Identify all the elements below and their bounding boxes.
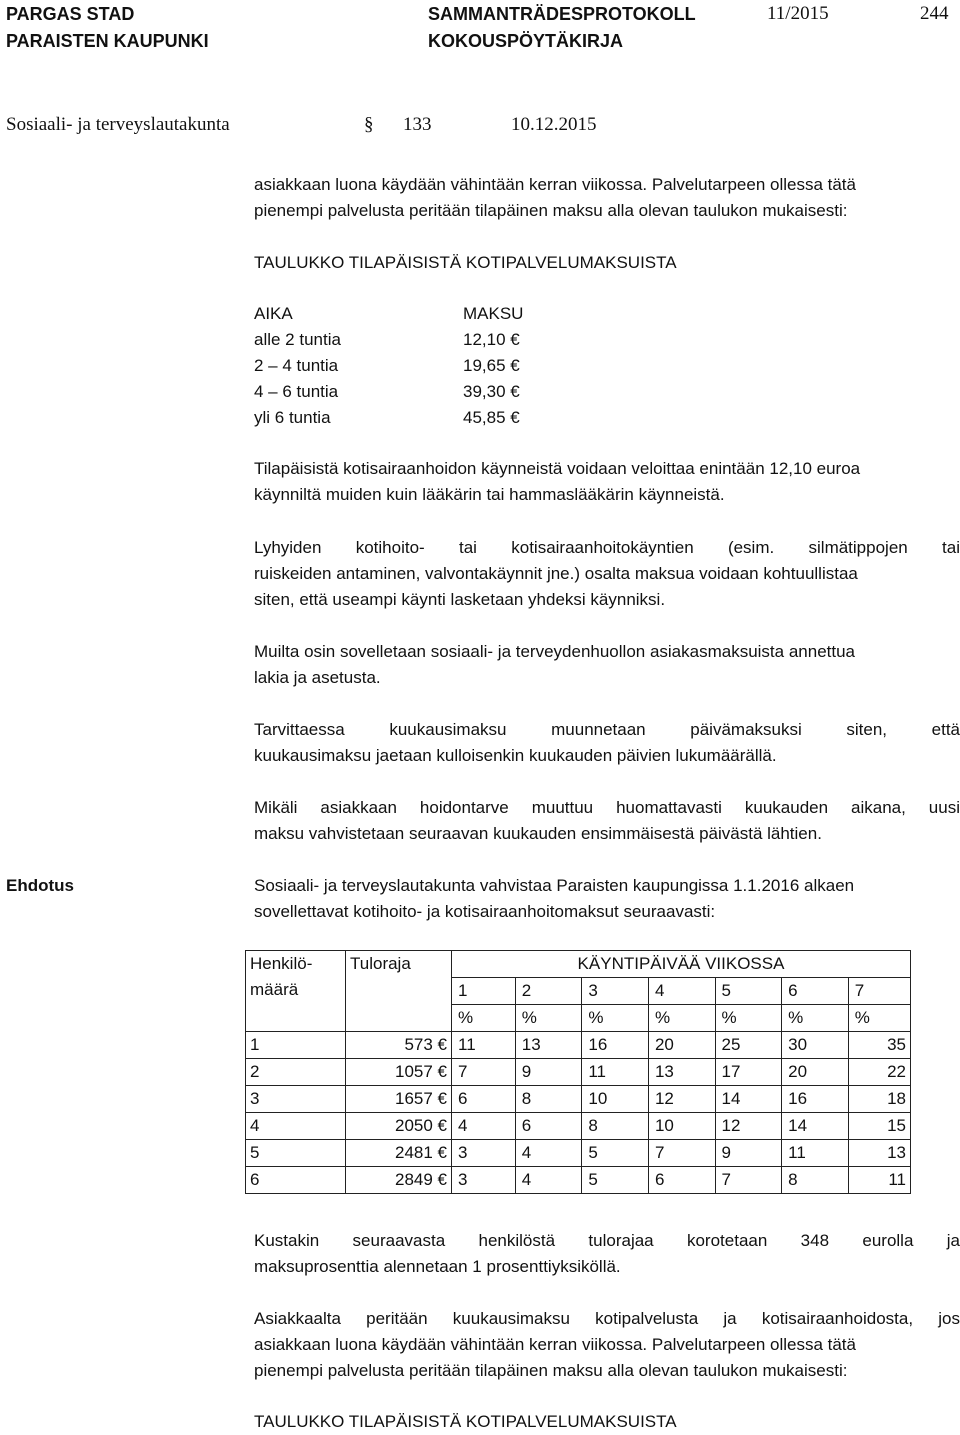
temp-row-fee: 39,30 € [463,382,520,401]
doc-type-sv: KOKOUSPÖYTÄKIRJA [428,31,624,51]
cell-pct: 13 [848,1140,910,1167]
cell-pct: 18 [848,1086,910,1113]
paragraph-line: käynniltä muiden kuin lääkärin tai hammaslääkärin käynneistä. [254,485,725,504]
cell-pct: 13 [648,1059,715,1086]
cell-pct: 8 [582,1113,649,1140]
paragraph-line: maksu vahvistetaan seuraavan kuukauden ensimmäisestä päivästä lähtien. [254,824,822,843]
header-persons-line2: määrä [250,980,299,999]
org-name-fi: PARGAS STAD [6,4,135,24]
cell-pct: 9 [515,1059,582,1086]
cell-pct: 4 [452,1113,516,1140]
paragraph-home-nursing [254,456,960,508]
temp-table-title: TAULUKKO TILAPÄISISTÄ KOTIPALVELUMAKSUISTA [254,253,677,272]
header-persons-line1: Henkilö- [250,954,313,973]
paragraph-line: maksuprosenttia alennetaan 1 prosenttiyksiköllä. [254,1257,621,1276]
doc-type-fi: SAMMANTRÄDESPROTOKOLL [428,4,696,24]
cell-pct: 6 [515,1113,582,1140]
proposal-text [254,873,960,925]
paragraph-line: pienempi palvelusta peritään tilapäinen maksu alla olevan taulukon mukaisesti: [254,1361,848,1380]
cell-persons: 6 [246,1167,346,1194]
day-col-header: 2 [515,978,582,1005]
cell-income-limit: 2849 € [346,1167,452,1194]
cell-pct: 4 [515,1167,582,1194]
temp-col-time: AIKA [254,304,293,323]
paragraph-line: Mikäli asiakkaan hoidontarve muuttuu huomattavasti kuukauden aikana, uusi [254,798,960,817]
cell-pct: 5 [582,1167,649,1194]
paragraph-line: Lyhyiden kotihoito- tai kotisairaanhoitokäyntien (esim. silmätippojen tai [254,538,960,557]
temp-row-fee: 19,65 € [463,356,520,375]
cell-income-limit: 1657 € [346,1086,452,1113]
cell-pct: 20 [782,1059,849,1086]
paragraph-law [254,639,960,691]
temp-row-time: alle 2 tuntia [254,330,341,349]
cell-pct: 30 [782,1032,849,1059]
cell-persons: 1 [246,1032,346,1059]
day-col-header: 3 [582,978,649,1005]
proposal-label: Ehdotus [6,876,74,895]
cell-pct: 11 [582,1059,649,1086]
cell-pct: 6 [648,1167,715,1194]
cell-pct: 14 [715,1086,782,1113]
cell-pct: 8 [782,1167,849,1194]
paragraph-short-visits [254,535,960,613]
pct-header: % [648,1005,715,1032]
day-col-header: 7 [848,978,910,1005]
committee-name: Sosiaali- ja terveyslautakunta [6,114,230,135]
cell-income-limit: 573 € [346,1032,452,1059]
cell-persons: 5 [246,1140,346,1167]
pct-header: % [715,1005,782,1032]
cell-pct: 6 [452,1086,516,1113]
cell-pct: 11 [782,1140,849,1167]
temp-row-time: yli 6 tuntia [254,408,331,427]
paragraph-monthly-fee [254,1306,960,1384]
day-col-header: 4 [648,978,715,1005]
paragraph-income-increase [254,1228,960,1280]
table-row [246,1113,911,1140]
cell-persons: 4 [246,1113,346,1140]
cell-persons: 3 [246,1086,346,1113]
table-row [246,1032,911,1059]
cell-pct: 4 [515,1140,582,1167]
header-visit-days: KÄYNTIPÄIVÄÄ VIIKOSSA [452,951,911,978]
cell-pct: 7 [715,1167,782,1194]
cell-pct: 11 [452,1032,516,1059]
paragraph-daily-fee [254,717,960,769]
temp-row-fee: 45,85 € [463,408,520,427]
table-row [246,1059,911,1086]
paragraph-line: kuukausimaksu jaetaan kulloisenkin kuukauden päivien lukumäärällä. [254,746,777,765]
cell-persons: 2 [246,1059,346,1086]
cell-pct: 3 [452,1167,516,1194]
proposal-line: Sosiaali- ja terveyslautakunta vahvistaa Paraisten kaupungissa 1.1.2016 alkaen [254,876,855,895]
section-number: 133 [403,114,432,135]
cell-pct: 7 [452,1059,516,1086]
pct-header: % [582,1005,649,1032]
intro-text [254,172,960,224]
fee-table-header-row [246,951,911,978]
paragraph-line: Kustakin seuraavasta henkilöstä tulorajaa korotetaan 348 eurolla ja [254,1231,960,1250]
cell-pct: 8 [515,1086,582,1113]
cell-income-limit: 1057 € [346,1059,452,1086]
paragraph-need-change [254,795,960,847]
org-name-sv: PARAISTEN KAUPUNKI [6,31,209,51]
table-row [246,1167,911,1194]
day-col-header: 5 [715,978,782,1005]
cell-pct: 11 [848,1167,910,1194]
section-sign: § [364,114,374,135]
protocol-number: 11/2015 [767,3,829,24]
pct-header: % [452,1005,516,1032]
cell-pct: 3 [452,1140,516,1167]
cell-pct: 25 [715,1032,782,1059]
cell-pct: 7 [648,1140,715,1167]
temp-row-time: 2 – 4 tuntia [254,356,339,375]
cell-pct: 16 [782,1086,849,1113]
meeting-date: 10.12.2015 [511,114,597,135]
cell-pct: 12 [715,1113,782,1140]
cell-pct: 10 [582,1086,649,1113]
cell-pct: 9 [715,1140,782,1167]
pct-header: % [848,1005,910,1032]
proposal-line: sovellettavat kotihoito- ja kotisairaanhoitomaksut seuraavasti: [254,902,716,921]
cell-pct: 5 [582,1140,649,1167]
cell-pct: 35 [848,1032,910,1059]
cell-pct: 13 [515,1032,582,1059]
cell-pct: 15 [848,1113,910,1140]
cell-pct: 16 [582,1032,649,1059]
paragraph-line: ruiskeiden antaminen, valvontakäynnit jne.) osalta maksua voidaan kohtuullistaa [254,564,858,583]
cell-pct: 12 [648,1086,715,1113]
pct-header: % [782,1005,849,1032]
temp-table-title-repeat: TAULUKKO TILAPÄISISTÄ KOTIPALVELUMAKSUISTA [254,1412,677,1431]
header-persons [246,951,346,1032]
day-col-header: 6 [782,978,849,1005]
temp-row-fee: 12,10 € [463,330,520,349]
cell-pct: 17 [715,1059,782,1086]
intro-line: asiakkaan luona käydään vähintään kerran viikossa. Palvelutarpeen ollessa tätä [254,175,856,194]
intro-line: pienempi palvelusta peritään tilapäinen maksu alla olevan taulukon mukaisesti: [254,201,848,220]
table-row [246,1140,911,1167]
paragraph-line: Muilta osin sovelletaan sosiaali- ja terveydenhuollon asiakasmaksuista annettua [254,642,856,661]
paragraph-line: Tarvittaessa kuukausimaksu muunnetaan päivämaksuksi siten, että [254,720,960,739]
cell-income-limit: 2050 € [346,1113,452,1140]
header-income-limit: Tuloraja [346,951,452,1032]
page-number: 244 [920,3,949,24]
paragraph-line: lakia ja asetusta. [254,668,381,687]
temp-row-time: 4 – 6 tuntia [254,382,339,401]
cell-pct: 22 [848,1059,910,1086]
day-col-header: 1 [452,978,516,1005]
cell-pct: 20 [648,1032,715,1059]
cell-pct: 14 [782,1113,849,1140]
paragraph-line: asiakkaan luona käydään vähintään kerran viikossa. Palvelutarpeen ollessa tätä [254,1335,856,1354]
temp-col-fee: MAKSU [463,304,524,323]
paragraph-line: siten, että useampi käynti lasketaan yhdeksi käynniksi. [254,590,666,609]
paragraph-line: Tilapäisistä kotisairaanhoidon käynneistä voidaan veloittaa enintään 12,10 euroa [254,459,861,478]
paragraph-line: Asiakkaalta peritään kuukausimaksu kotipalvelusta ja kotisairaanhoidosta, jos [254,1309,960,1328]
pct-header: % [515,1005,582,1032]
fee-table [245,950,911,1194]
cell-pct: 10 [648,1113,715,1140]
cell-income-limit: 2481 € [346,1140,452,1167]
table-row [246,1086,911,1113]
